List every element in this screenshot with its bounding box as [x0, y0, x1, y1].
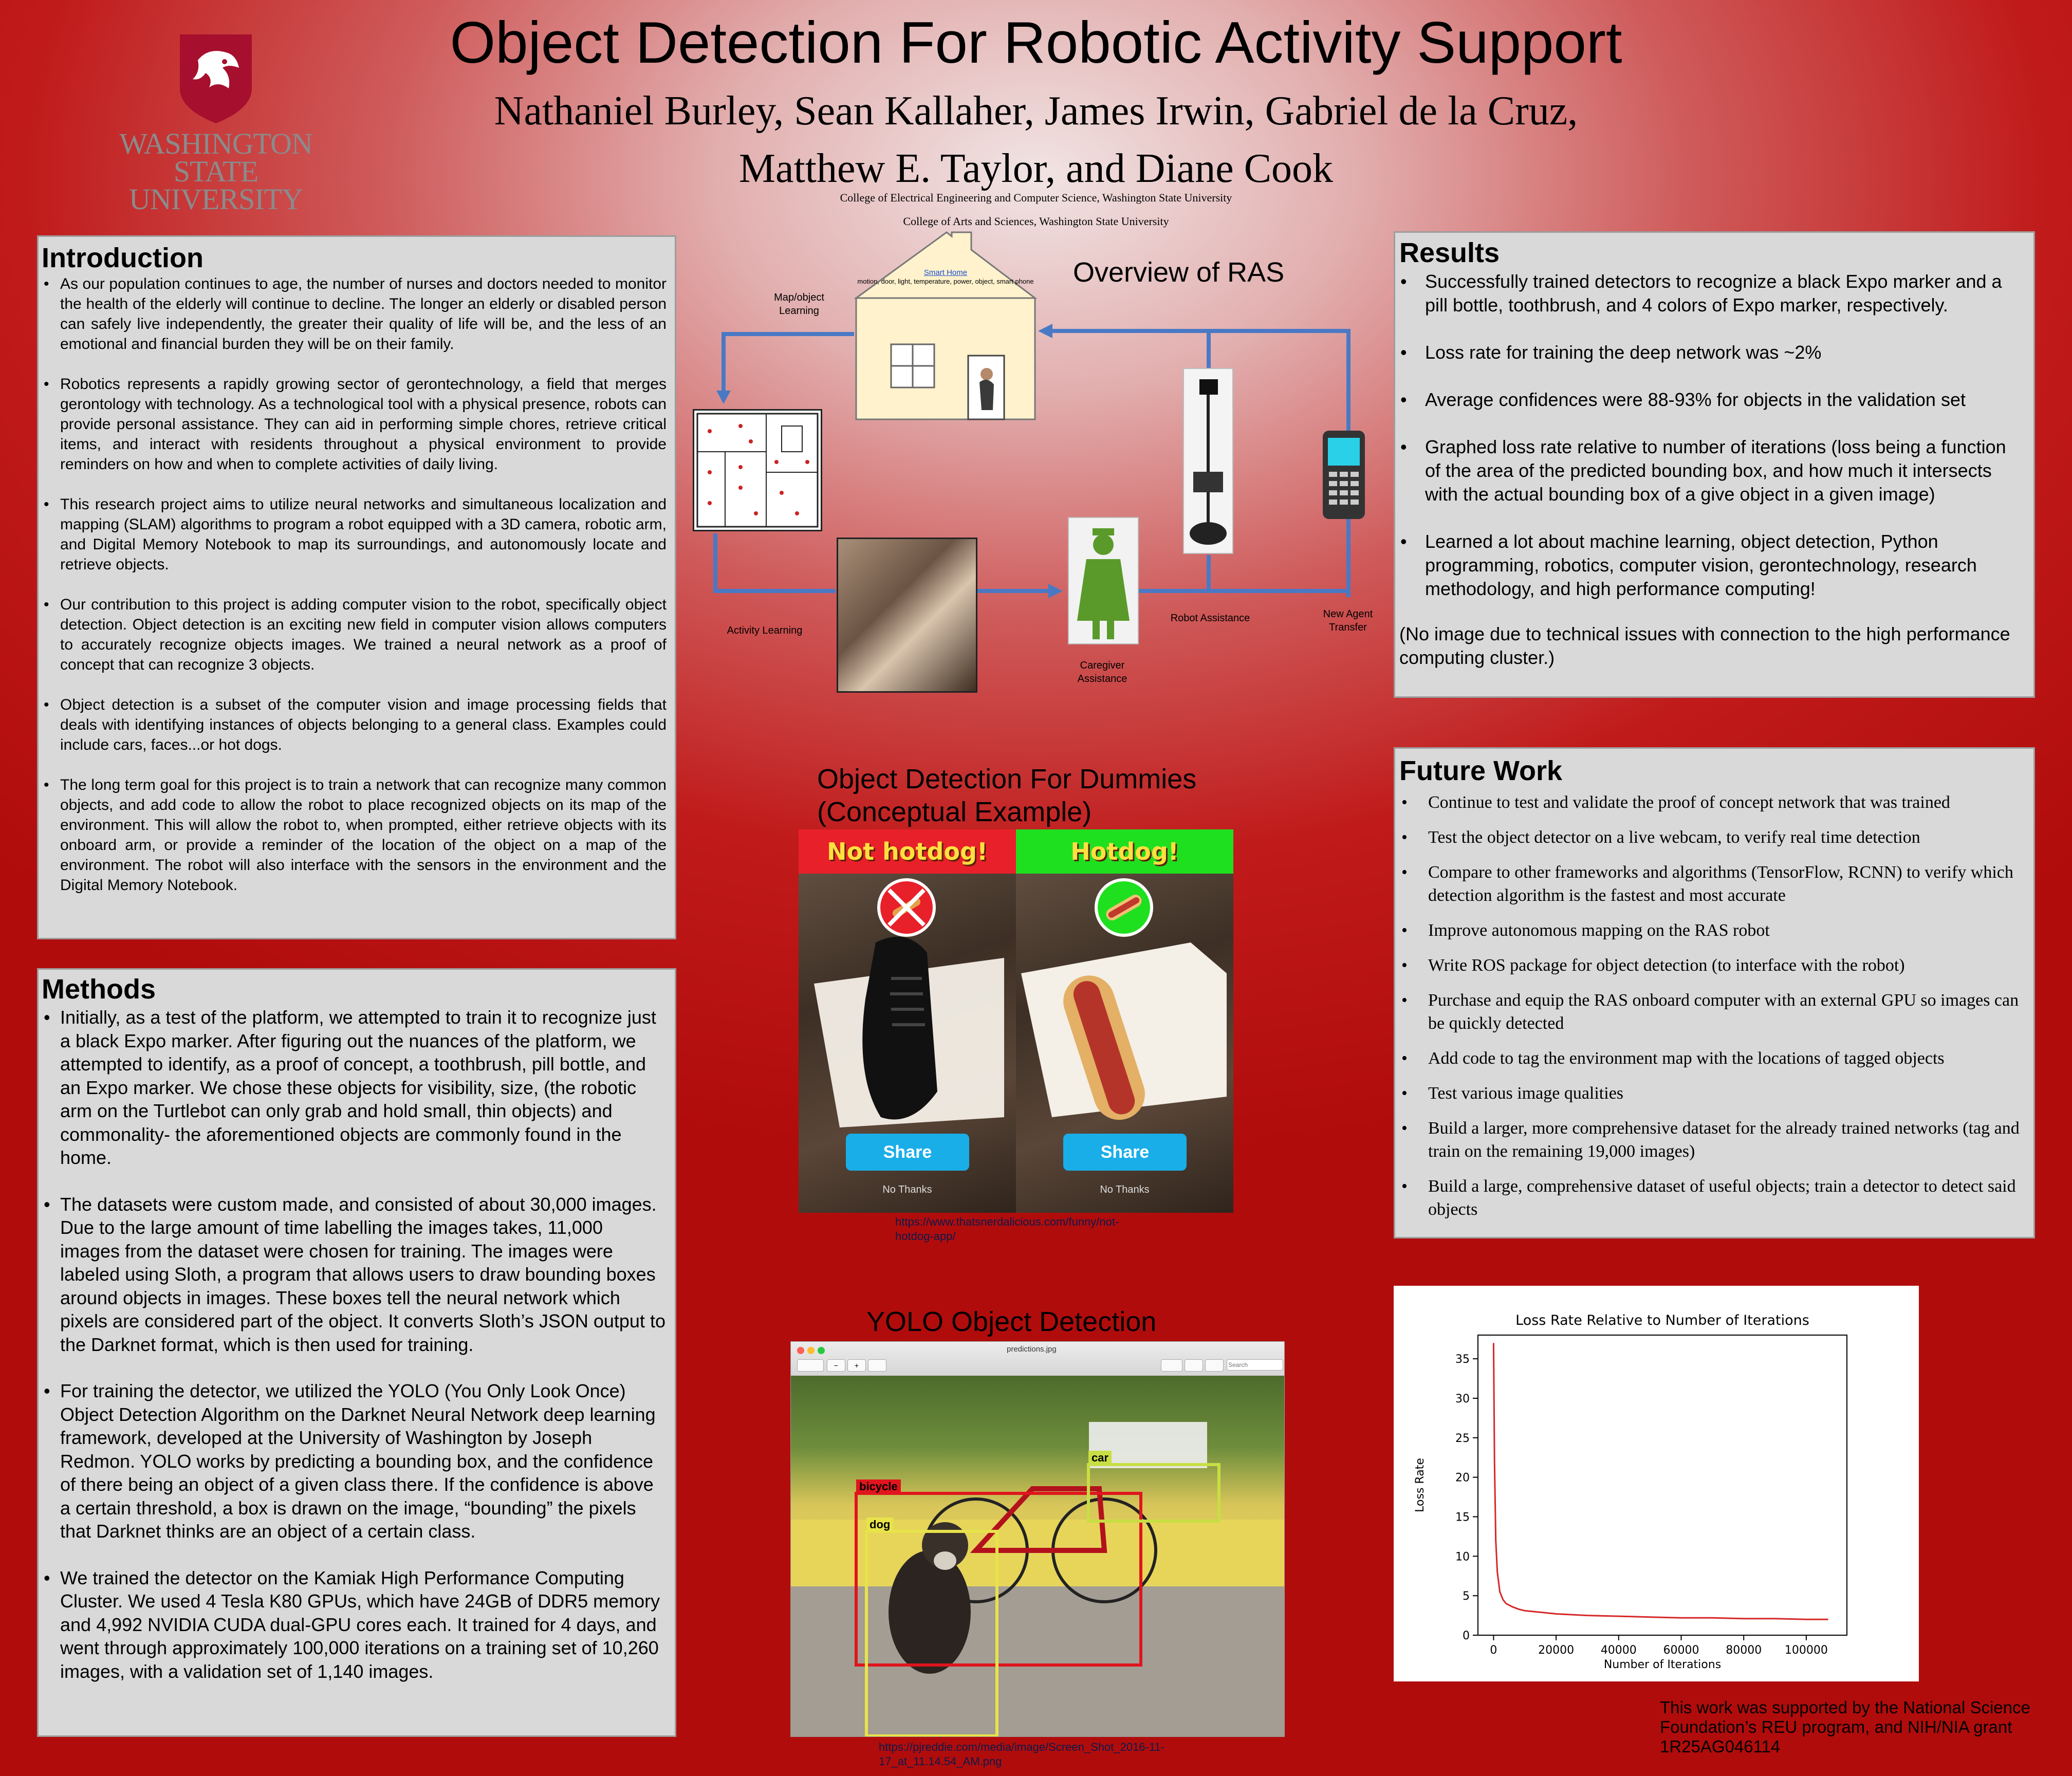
future-work-list	[1399, 791, 2024, 1221]
hotdog-banner: Hotdog!	[1016, 829, 1233, 874]
y-tick-label: 15	[1455, 1511, 1470, 1524]
flow-line	[721, 332, 726, 394]
loss-series-line	[1493, 1343, 1828, 1619]
list-item: • As our population continues to age, the number of nurses and doctors needed to monitor the health of the elderly will continue to decline. The longer an elderly or disabled person can safely live independently, the greater their quality of life will be, and the less of an emotional and financial burden they will be on their family.	[42, 274, 667, 354]
x-tick-label: 0	[1490, 1644, 1497, 1657]
flow-line	[713, 533, 717, 593]
list-item: • Purchase and equip the RAS onboard computer with an external GPU so images can be quickly detected	[1399, 989, 2024, 1035]
chart-title: Loss Rate Relative to Number of Iterations	[1515, 1312, 1809, 1328]
flow-line	[1139, 589, 1350, 593]
shoe-image	[809, 922, 1009, 1138]
y-tick-label: 0	[1463, 1630, 1470, 1642]
close-window-button[interactable]	[797, 1347, 804, 1354]
sidebar-toggle-button[interactable]	[797, 1359, 824, 1372]
x-tick-label: 100000	[1784, 1644, 1828, 1657]
logo-line2: UNIVERSITY	[129, 182, 303, 216]
activity-learning-label: Activity Learning	[727, 625, 803, 636]
minimize-window-button[interactable]	[807, 1347, 815, 1354]
hotdog-screen	[1016, 829, 1233, 1213]
list-item: • Loss rate for training the deep network was ~2%	[1399, 341, 2024, 364]
list-item: • Write ROS package for object detection (to interface with the robot)	[1399, 954, 2024, 977]
dummies-caption-line2: (Conceptual Example)	[817, 797, 1092, 827]
y-axis-label: Loss Rate	[1414, 1458, 1427, 1512]
new-agent-transfer-label: New Agent Transfer	[1323, 608, 1373, 633]
no-thanks-link[interactable]: No Thanks	[1100, 1184, 1150, 1195]
authors-line2: Matthew E. Taylor, and Diane Cook	[738, 146, 1334, 191]
authors	[0, 82, 2072, 197]
flow-line	[1207, 329, 1211, 370]
markup-button[interactable]	[1161, 1359, 1182, 1372]
mobile-phone-icon	[1322, 430, 1366, 520]
activity-learning-photo	[837, 538, 977, 693]
list-item: • For training the detector, we utilized the YOLO (You Only Look Once) Object Detection Algorithm on the Darknet Neural Network deep learning framework, developed at the University of Washington by Joseph Redmon. YOLO works by predicting a bounding box, and the confidence of there being an object of a given class there. If the confidence is above a certain threshold, a box is drawn on the image, “bounding” the pixels that Darknet thinks are an object of a certain class.	[42, 1379, 668, 1543]
caregiver-image	[1068, 517, 1139, 644]
affiliations	[0, 182, 2072, 233]
y-tick-label: 25	[1455, 1432, 1470, 1445]
robot-icon	[1184, 369, 1232, 553]
loss-chart	[1394, 1286, 1919, 1681]
x-axis-label: Number of Iterations	[1603, 1658, 1722, 1671]
loss-chart-figure	[1394, 1286, 1919, 1681]
arrow-left-icon	[1038, 324, 1052, 338]
y-tick-label: 5	[1463, 1590, 1470, 1603]
arrow-right-icon	[1048, 584, 1063, 598]
window-title: predictions.jpg	[1007, 1345, 1057, 1354]
list-item: • The datasets were custom made, and consisted of about 30,000 images. Due to the large amount of time labelling the images takes, 11,000 images from the dataset were chosen for training. The images were labeled using Sloth, a program that allows users to draw bounding boxes around objects in images. These boxes tell the neural network which pixels are considered part of the object. It converts Sloth’s JSON output to the Darknet format, which is then used for training.	[42, 1193, 668, 1357]
share-button[interactable]: Share	[846, 1134, 969, 1171]
list-item: • Graphed loss rate relative to number of iterations (loss being a function of the area of the predicted bounding box, and how much it intersects with the actual bounding box of a give object in a given image)	[1399, 435, 2024, 506]
dummies-caption	[817, 763, 1196, 828]
share-icon-button[interactable]	[868, 1359, 886, 1372]
yolo-predictions-photo	[791, 1376, 1285, 1737]
introduction-list	[42, 274, 667, 895]
dog-bounding-box	[865, 1518, 998, 1737]
smart-home-sublabel: motion, door, light, temperature, power, object, smart phone	[857, 278, 1034, 285]
affiliation-cas: College of Arts and Sciences, Washington State University	[903, 215, 1169, 228]
list-item: • Object detection is a subset of the computer vision and image processing fields that deals with identifying instances of objects belonging to a general class. Examples could include cars, faces...or hot dogs.	[42, 695, 667, 755]
y-tick-label: 30	[1455, 1392, 1470, 1405]
not-hotdog-screen	[799, 829, 1016, 1213]
floor-plan-image	[693, 409, 822, 531]
car-bounding-box	[1087, 1451, 1220, 1523]
x-tick-label: 60000	[1663, 1644, 1699, 1657]
introduction-heading: Introduction	[42, 243, 203, 273]
car-label: car	[1088, 1451, 1112, 1465]
introduction-panel	[37, 235, 676, 939]
search-input[interactable]	[1227, 1359, 1283, 1371]
list-item: • Robotics represents a rapidly growing sector of gerontechnology, a field that merges gerontology with technology. As a technological tool with a physical presence, robots can provide personal assistance. They can aid in performing simple chores, retrieve critical items, and interact with residents throughout a physical environment to provide reminders on how and when to complete activities of daily living.	[42, 374, 667, 474]
list-item: • Build a larger, more comprehensive dataset for the already trained networks (tag and train on the remaining 19,000 images)	[1399, 1117, 2024, 1163]
list-item: • Learned a lot about machine learning, object detection, Python programming, robotics, computer vision, gerontechnology, research methodology, and high performance computing!	[1399, 530, 2024, 601]
list-item: • Improve autonomous mapping on the RAS robot	[1399, 919, 2024, 942]
arrow-down-icon	[716, 391, 731, 404]
map-learning-label: Map/object Learning	[774, 292, 824, 317]
flow-line	[713, 589, 836, 593]
list-item: • Test the object detector on a live webcam, to verify real time detection	[1399, 826, 2024, 849]
robot-photo	[1183, 368, 1233, 554]
share-button[interactable]: Share	[1063, 1134, 1187, 1171]
flow-line	[976, 589, 1051, 593]
toolbox-button[interactable]	[1205, 1359, 1224, 1372]
robot-assistance-label: Robot Assistance	[1170, 613, 1250, 624]
affiliation-eecs: College of Electrical Engineering and Computer Science, Washington State University	[840, 191, 1232, 204]
caregiver-label: Caregiver Assistance	[1077, 660, 1127, 684]
authors-line1: Nathaniel Burley, Sean Kallaher, James Irwin, Gabriel de la Cruz,	[494, 88, 1578, 134]
smart-home-house-icon	[854, 230, 1037, 421]
poster-title: Object Detection For Robotic Activity Support	[450, 10, 1622, 76]
results-note: (No image due to technical issues with connection to the high performance computing cluster.)	[1399, 623, 2010, 668]
zoom-window-button[interactable]	[818, 1347, 825, 1354]
list-item: • Build a large, comprehensive dataset of useful objects; train a detector to detect said objects	[1399, 1175, 2024, 1221]
list-item: • Successfully trained detectors to recognize a black Expo marker and a pill bottle, toothbrush, and 4 colors of Expo marker, respectively.	[1399, 270, 2024, 317]
y-tick-label: 35	[1455, 1353, 1470, 1366]
window-toolbar	[791, 1342, 1285, 1376]
list-item: • This research project aims to utilize neural networks and simultaneous localization and mapping (SLAM) algorithms to program a robot equipped with a 3D camera, robotic arm, and Digital Memory Notebook to map its surroundings, and autonomously locate and retrieve objects.	[42, 494, 667, 575]
yolo-screenshot-window	[790, 1341, 1285, 1737]
methods-panel	[37, 968, 676, 1737]
not-hotdog-banner: Not hotdog!	[799, 829, 1016, 874]
flow-line	[1048, 329, 1350, 333]
dog-label: dog	[866, 1518, 893, 1532]
overview-caption: Overview of RAS	[1073, 257, 1285, 288]
results-panel	[1394, 231, 2035, 698]
list-item: • Continue to test and validate the proof of concept network that was trained	[1399, 791, 2024, 814]
zoom-in-button[interactable]: +	[847, 1359, 866, 1372]
list-item: • The long term goal for this project is to train a network that can recognize many common objects, and add code to allow the robot to place recognized objects on its map of the environment. This will allow the robot to, when prompted, either retrieve objects with its onboard arm, or provide a reminder of the location of the object on a map of the environment. The robot will also interface with the sensors in the environment and the Digital Memory Notebook.	[42, 775, 667, 895]
results-heading: Results	[1399, 237, 1500, 268]
y-tick-label: 10	[1455, 1550, 1470, 1564]
list-item: • Compare to other frameworks and algorithms (TensorFlow, RCNN) to verify which detection algorithm is the fastest and most accurate	[1399, 861, 2024, 907]
dummies-caption-line1: Object Detection For Dummies	[817, 764, 1197, 794]
list-item: • Test various image qualities	[1399, 1082, 2024, 1105]
x-tick-label: 40000	[1600, 1644, 1637, 1657]
y-tick-label: 20	[1455, 1471, 1470, 1485]
future-work-heading: Future Work	[1399, 755, 1563, 786]
dummies-source-url[interactable]: https://www.thatsnerdalicious.com/funny/not-hotdog-app/	[895, 1215, 1119, 1243]
methods-list	[42, 1006, 668, 1683]
hotdog-icon	[1093, 877, 1155, 938]
no-thanks-link[interactable]: No Thanks	[882, 1184, 932, 1195]
flow-line	[721, 332, 854, 336]
acknowledgment: This work was supported by the National Science Foundation’s REU program, and NIH/NIA grant 1R25AG046114	[1660, 1698, 2030, 1756]
not-hotdog-app-screenshot	[799, 829, 1233, 1213]
bicycle-label: bicycle	[856, 1479, 901, 1494]
flow-line	[1207, 555, 1211, 593]
zoom-out-button[interactable]: −	[827, 1359, 845, 1372]
x-tick-label: 80000	[1726, 1644, 1762, 1657]
x-tick-label: 20000	[1538, 1644, 1575, 1657]
results-list	[1399, 270, 2024, 601]
methods-heading: Methods	[42, 974, 156, 1005]
caregiver-icon	[1069, 518, 1138, 643]
logo-line1: WASHINGTON STATE	[119, 127, 312, 188]
yolo-caption: YOLO Object Detection	[866, 1306, 1157, 1337]
list-item: • We trained the detector on the Kamiak High Performance Computing Cluster. We used 4 Tesla K80 GPUs, which have 24GB of DDR5 memory and 4,992 NVIDIA CUDA dual-GPU cores each. It trained for 4 days, and went through approximately 100,000 iterations on a training set of 10,260 images, with a validation set of 1,140 images.	[42, 1566, 668, 1683]
list-item: • Initially, as a test of the platform, we attempted to train it to recognize just a black Expo marker. After figuring out the nuances of the platform, we attempted to identify, as a proof of concept, a toothbrush, pill bottle, and an Expo marker. We chose these objects for visibility, size, (the robotic arm on the Turtlebot can only grab and hold small, thin objects) and commonality- the aforementioned objects are commonly found in the home.	[42, 1006, 668, 1170]
future-work-panel	[1394, 747, 2035, 1238]
list-item: • Average confidences were 88-93% for objects in the validation set	[1399, 388, 2024, 412]
rotate-button[interactable]	[1185, 1359, 1203, 1372]
hotdog-photo	[1021, 942, 1227, 1138]
yolo-source-url[interactable]: https://pjreddie.com/media/image/Screen_Shot_2016-11-17_at_11.14.54_AM.png	[879, 1741, 1165, 1768]
smart-home-link[interactable]: Smart Home	[923, 268, 968, 277]
plot-frame	[1478, 1335, 1847, 1635]
list-item: • Add code to tag the environment map with the locations of tagged objects	[1399, 1047, 2024, 1070]
list-item: • Our contribution to this project is adding computer vision to the robot, specifically object detection. Object detection is an exciting new field in computer vision allows computers to accurately recognize objects images. We trained a neural network as a proof of concept that can recognize 3 objects.	[42, 595, 667, 675]
